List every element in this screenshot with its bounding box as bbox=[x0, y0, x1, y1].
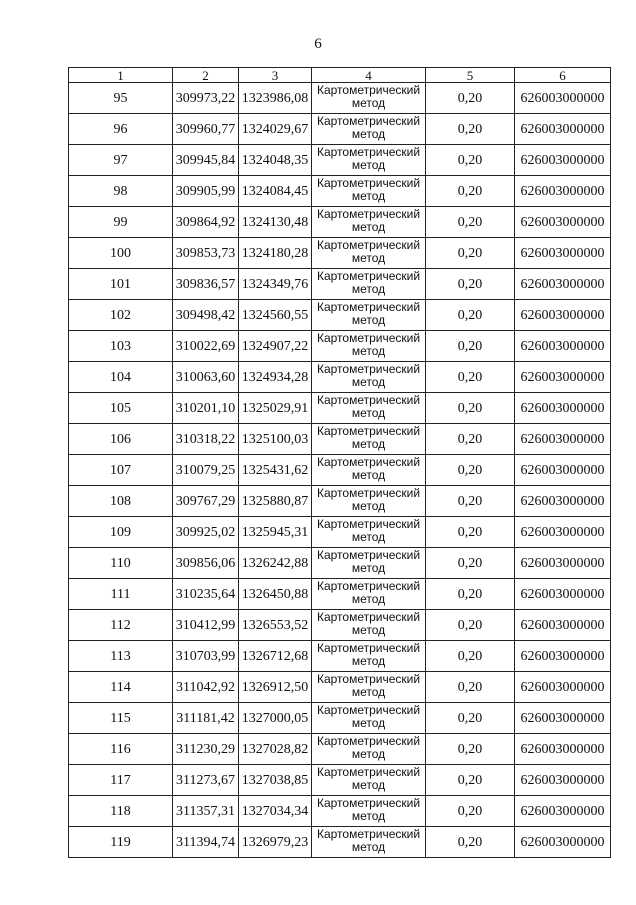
table-header bbox=[69, 68, 611, 83]
code-cell: 626003000000 bbox=[515, 455, 611, 486]
accuracy-cell: 0,20 bbox=[426, 238, 515, 269]
page-number: 6 bbox=[314, 36, 322, 52]
method-cell: Картометрический метод bbox=[312, 176, 426, 207]
method-cell: Картометрический метод bbox=[312, 455, 426, 486]
accuracy-cell: 0,20 bbox=[426, 455, 515, 486]
code-cell: 626003000000 bbox=[515, 207, 611, 238]
table-row bbox=[69, 393, 611, 424]
header-cell-2: 2 bbox=[173, 68, 239, 83]
point-number-cell: 102 bbox=[69, 300, 173, 331]
x-coordinate-cell: 310318,22 bbox=[173, 424, 239, 455]
y-coordinate-cell: 1324048,35 bbox=[239, 145, 312, 176]
code-cell: 626003000000 bbox=[515, 579, 611, 610]
code-cell: 626003000000 bbox=[515, 672, 611, 703]
y-coordinate-cell: 1325029,91 bbox=[239, 393, 312, 424]
code-cell: 626003000000 bbox=[515, 610, 611, 641]
method-cell: Картометрический метод bbox=[312, 83, 426, 114]
table-row bbox=[69, 517, 611, 548]
point-number-cell: 119 bbox=[69, 827, 173, 858]
method-cell: Картометрический метод bbox=[312, 424, 426, 455]
y-coordinate-cell: 1324130,48 bbox=[239, 207, 312, 238]
method-cell: Картометрический метод bbox=[312, 207, 426, 238]
method-cell: Картометрический метод bbox=[312, 827, 426, 858]
code-cell: 626003000000 bbox=[515, 362, 611, 393]
x-coordinate-cell: 309498,42 bbox=[173, 300, 239, 331]
x-coordinate-cell: 310412,99 bbox=[173, 610, 239, 641]
x-coordinate-cell: 309905,99 bbox=[173, 176, 239, 207]
accuracy-cell: 0,20 bbox=[426, 424, 515, 455]
y-coordinate-cell: 1324560,55 bbox=[239, 300, 312, 331]
point-number-cell: 117 bbox=[69, 765, 173, 796]
code-cell: 626003000000 bbox=[515, 734, 611, 765]
header-cell-1: 1 bbox=[69, 68, 173, 83]
y-coordinate-cell: 1327028,82 bbox=[239, 734, 312, 765]
x-coordinate-cell: 311042,92 bbox=[173, 672, 239, 703]
table-row bbox=[69, 331, 611, 362]
table-row bbox=[69, 83, 611, 114]
accuracy-cell: 0,20 bbox=[426, 176, 515, 207]
x-coordinate-cell: 311230,29 bbox=[173, 734, 239, 765]
point-number-cell: 98 bbox=[69, 176, 173, 207]
code-cell: 626003000000 bbox=[515, 796, 611, 827]
x-coordinate-cell: 309767,29 bbox=[173, 486, 239, 517]
x-coordinate-cell: 309853,73 bbox=[173, 238, 239, 269]
method-cell: Картометрический метод bbox=[312, 641, 426, 672]
accuracy-cell: 0,20 bbox=[426, 83, 515, 114]
code-cell: 626003000000 bbox=[515, 486, 611, 517]
point-number-cell: 106 bbox=[69, 424, 173, 455]
method-cell: Картометрический метод bbox=[312, 486, 426, 517]
header-cell-6: 6 bbox=[515, 68, 611, 83]
table-row bbox=[69, 300, 611, 331]
x-coordinate-cell: 309836,57 bbox=[173, 269, 239, 300]
accuracy-cell: 0,20 bbox=[426, 331, 515, 362]
y-coordinate-cell: 1324907,22 bbox=[239, 331, 312, 362]
method-cell: Картометрический метод bbox=[312, 672, 426, 703]
table-row bbox=[69, 424, 611, 455]
header-cell-3: 3 bbox=[239, 68, 312, 83]
code-cell: 626003000000 bbox=[515, 765, 611, 796]
table-row bbox=[69, 114, 611, 145]
table-row bbox=[69, 238, 611, 269]
y-coordinate-cell: 1325880,87 bbox=[239, 486, 312, 517]
point-number-cell: 97 bbox=[69, 145, 173, 176]
method-cell: Картометрический метод bbox=[312, 579, 426, 610]
point-number-cell: 103 bbox=[69, 331, 173, 362]
x-coordinate-cell: 311273,67 bbox=[173, 765, 239, 796]
method-cell: Картометрический метод bbox=[312, 362, 426, 393]
point-number-cell: 116 bbox=[69, 734, 173, 765]
x-coordinate-cell: 310201,10 bbox=[173, 393, 239, 424]
accuracy-cell: 0,20 bbox=[426, 765, 515, 796]
y-coordinate-cell: 1324349,76 bbox=[239, 269, 312, 300]
method-cell: Картометрический метод bbox=[312, 393, 426, 424]
x-coordinate-cell: 309864,92 bbox=[173, 207, 239, 238]
y-coordinate-cell: 1327038,85 bbox=[239, 765, 312, 796]
table-row bbox=[69, 207, 611, 238]
table-row bbox=[69, 548, 611, 579]
y-coordinate-cell: 1326242,88 bbox=[239, 548, 312, 579]
method-cell: Картометрический метод bbox=[312, 548, 426, 579]
y-coordinate-cell: 1326712,68 bbox=[239, 641, 312, 672]
accuracy-cell: 0,20 bbox=[426, 517, 515, 548]
method-cell: Картометрический метод bbox=[312, 765, 426, 796]
x-coordinate-cell: 311181,42 bbox=[173, 703, 239, 734]
x-coordinate-cell: 311357,31 bbox=[173, 796, 239, 827]
code-cell: 626003000000 bbox=[515, 300, 611, 331]
method-cell: Картометрический метод bbox=[312, 269, 426, 300]
table-body bbox=[69, 83, 611, 858]
point-number-cell: 100 bbox=[69, 238, 173, 269]
code-cell: 626003000000 bbox=[515, 176, 611, 207]
accuracy-cell: 0,20 bbox=[426, 672, 515, 703]
y-coordinate-cell: 1325945,31 bbox=[239, 517, 312, 548]
point-number-cell: 99 bbox=[69, 207, 173, 238]
point-number-cell: 109 bbox=[69, 517, 173, 548]
code-cell: 626003000000 bbox=[515, 269, 611, 300]
y-coordinate-cell: 1325100,03 bbox=[239, 424, 312, 455]
table-row bbox=[69, 703, 611, 734]
y-coordinate-cell: 1323986,08 bbox=[239, 83, 312, 114]
code-cell: 626003000000 bbox=[515, 145, 611, 176]
x-coordinate-cell: 310235,64 bbox=[173, 579, 239, 610]
accuracy-cell: 0,20 bbox=[426, 641, 515, 672]
x-coordinate-cell: 310079,25 bbox=[173, 455, 239, 486]
accuracy-cell: 0,20 bbox=[426, 610, 515, 641]
table-row bbox=[69, 176, 611, 207]
code-cell: 626003000000 bbox=[515, 114, 611, 145]
method-cell: Картометрический метод bbox=[312, 331, 426, 362]
table-row bbox=[69, 269, 611, 300]
code-cell: 626003000000 bbox=[515, 827, 611, 858]
accuracy-cell: 0,20 bbox=[426, 362, 515, 393]
x-coordinate-cell: 310022,69 bbox=[173, 331, 239, 362]
point-number-cell: 105 bbox=[69, 393, 173, 424]
code-cell: 626003000000 bbox=[515, 83, 611, 114]
table-row bbox=[69, 641, 611, 672]
code-cell: 626003000000 bbox=[515, 517, 611, 548]
y-coordinate-cell: 1327034,34 bbox=[239, 796, 312, 827]
code-cell: 626003000000 bbox=[515, 424, 611, 455]
accuracy-cell: 0,20 bbox=[426, 548, 515, 579]
y-coordinate-cell: 1327000,05 bbox=[239, 703, 312, 734]
accuracy-cell: 0,20 bbox=[426, 486, 515, 517]
table-row bbox=[69, 579, 611, 610]
accuracy-cell: 0,20 bbox=[426, 827, 515, 858]
point-number-cell: 114 bbox=[69, 672, 173, 703]
table-row bbox=[69, 610, 611, 641]
y-coordinate-cell: 1324180,28 bbox=[239, 238, 312, 269]
method-cell: Картометрический метод bbox=[312, 114, 426, 145]
x-coordinate-cell: 310063,60 bbox=[173, 362, 239, 393]
method-cell: Картометрический метод bbox=[312, 734, 426, 765]
table-row bbox=[69, 455, 611, 486]
x-coordinate-cell: 309925,02 bbox=[173, 517, 239, 548]
accuracy-cell: 0,20 bbox=[426, 393, 515, 424]
x-coordinate-cell: 309945,84 bbox=[173, 145, 239, 176]
accuracy-cell: 0,20 bbox=[426, 207, 515, 238]
x-coordinate-cell: 309960,77 bbox=[173, 114, 239, 145]
x-coordinate-cell: 310703,99 bbox=[173, 641, 239, 672]
header-cell-5: 5 bbox=[426, 68, 515, 83]
y-coordinate-cell: 1325431,62 bbox=[239, 455, 312, 486]
x-coordinate-cell: 309973,22 bbox=[173, 83, 239, 114]
y-coordinate-cell: 1326979,23 bbox=[239, 827, 312, 858]
point-number-cell: 96 bbox=[69, 114, 173, 145]
method-cell: Картометрический метод bbox=[312, 703, 426, 734]
point-number-cell: 104 bbox=[69, 362, 173, 393]
code-cell: 626003000000 bbox=[515, 703, 611, 734]
y-coordinate-cell: 1326450,88 bbox=[239, 579, 312, 610]
header-cell-4: 4 bbox=[312, 68, 426, 83]
table-row bbox=[69, 765, 611, 796]
accuracy-cell: 0,20 bbox=[426, 300, 515, 331]
method-cell: Картометрический метод bbox=[312, 610, 426, 641]
code-cell: 626003000000 bbox=[515, 331, 611, 362]
code-cell: 626003000000 bbox=[515, 393, 611, 424]
point-number-cell: 113 bbox=[69, 641, 173, 672]
accuracy-cell: 0,20 bbox=[426, 145, 515, 176]
method-cell: Картометрический метод bbox=[312, 796, 426, 827]
point-number-cell: 95 bbox=[69, 83, 173, 114]
accuracy-cell: 0,20 bbox=[426, 734, 515, 765]
header-row bbox=[69, 68, 611, 83]
method-cell: Картометрический метод bbox=[312, 517, 426, 548]
table-row bbox=[69, 486, 611, 517]
code-cell: 626003000000 bbox=[515, 548, 611, 579]
table-row bbox=[69, 672, 611, 703]
point-number-cell: 101 bbox=[69, 269, 173, 300]
accuracy-cell: 0,20 bbox=[426, 579, 515, 610]
y-coordinate-cell: 1324029,67 bbox=[239, 114, 312, 145]
table-row bbox=[69, 362, 611, 393]
accuracy-cell: 0,20 bbox=[426, 703, 515, 734]
x-coordinate-cell: 309856,06 bbox=[173, 548, 239, 579]
accuracy-cell: 0,20 bbox=[426, 796, 515, 827]
method-cell: Картометрический метод bbox=[312, 238, 426, 269]
y-coordinate-cell: 1326912,50 bbox=[239, 672, 312, 703]
code-cell: 626003000000 bbox=[515, 238, 611, 269]
y-coordinate-cell: 1324934,28 bbox=[239, 362, 312, 393]
y-coordinate-cell: 1324084,45 bbox=[239, 176, 312, 207]
table-row bbox=[69, 796, 611, 827]
method-cell: Картометрический метод bbox=[312, 145, 426, 176]
point-number-cell: 107 bbox=[69, 455, 173, 486]
point-number-cell: 108 bbox=[69, 486, 173, 517]
y-coordinate-cell: 1326553,52 bbox=[239, 610, 312, 641]
coordinates-table bbox=[68, 67, 611, 858]
point-number-cell: 112 bbox=[69, 610, 173, 641]
table-row bbox=[69, 734, 611, 765]
point-number-cell: 111 bbox=[69, 579, 173, 610]
code-cell: 626003000000 bbox=[515, 641, 611, 672]
table-row bbox=[69, 827, 611, 858]
accuracy-cell: 0,20 bbox=[426, 269, 515, 300]
point-number-cell: 118 bbox=[69, 796, 173, 827]
x-coordinate-cell: 311394,74 bbox=[173, 827, 239, 858]
accuracy-cell: 0,20 bbox=[426, 114, 515, 145]
point-number-cell: 115 bbox=[69, 703, 173, 734]
table-row bbox=[69, 145, 611, 176]
method-cell: Картометрический метод bbox=[312, 300, 426, 331]
point-number-cell: 110 bbox=[69, 548, 173, 579]
